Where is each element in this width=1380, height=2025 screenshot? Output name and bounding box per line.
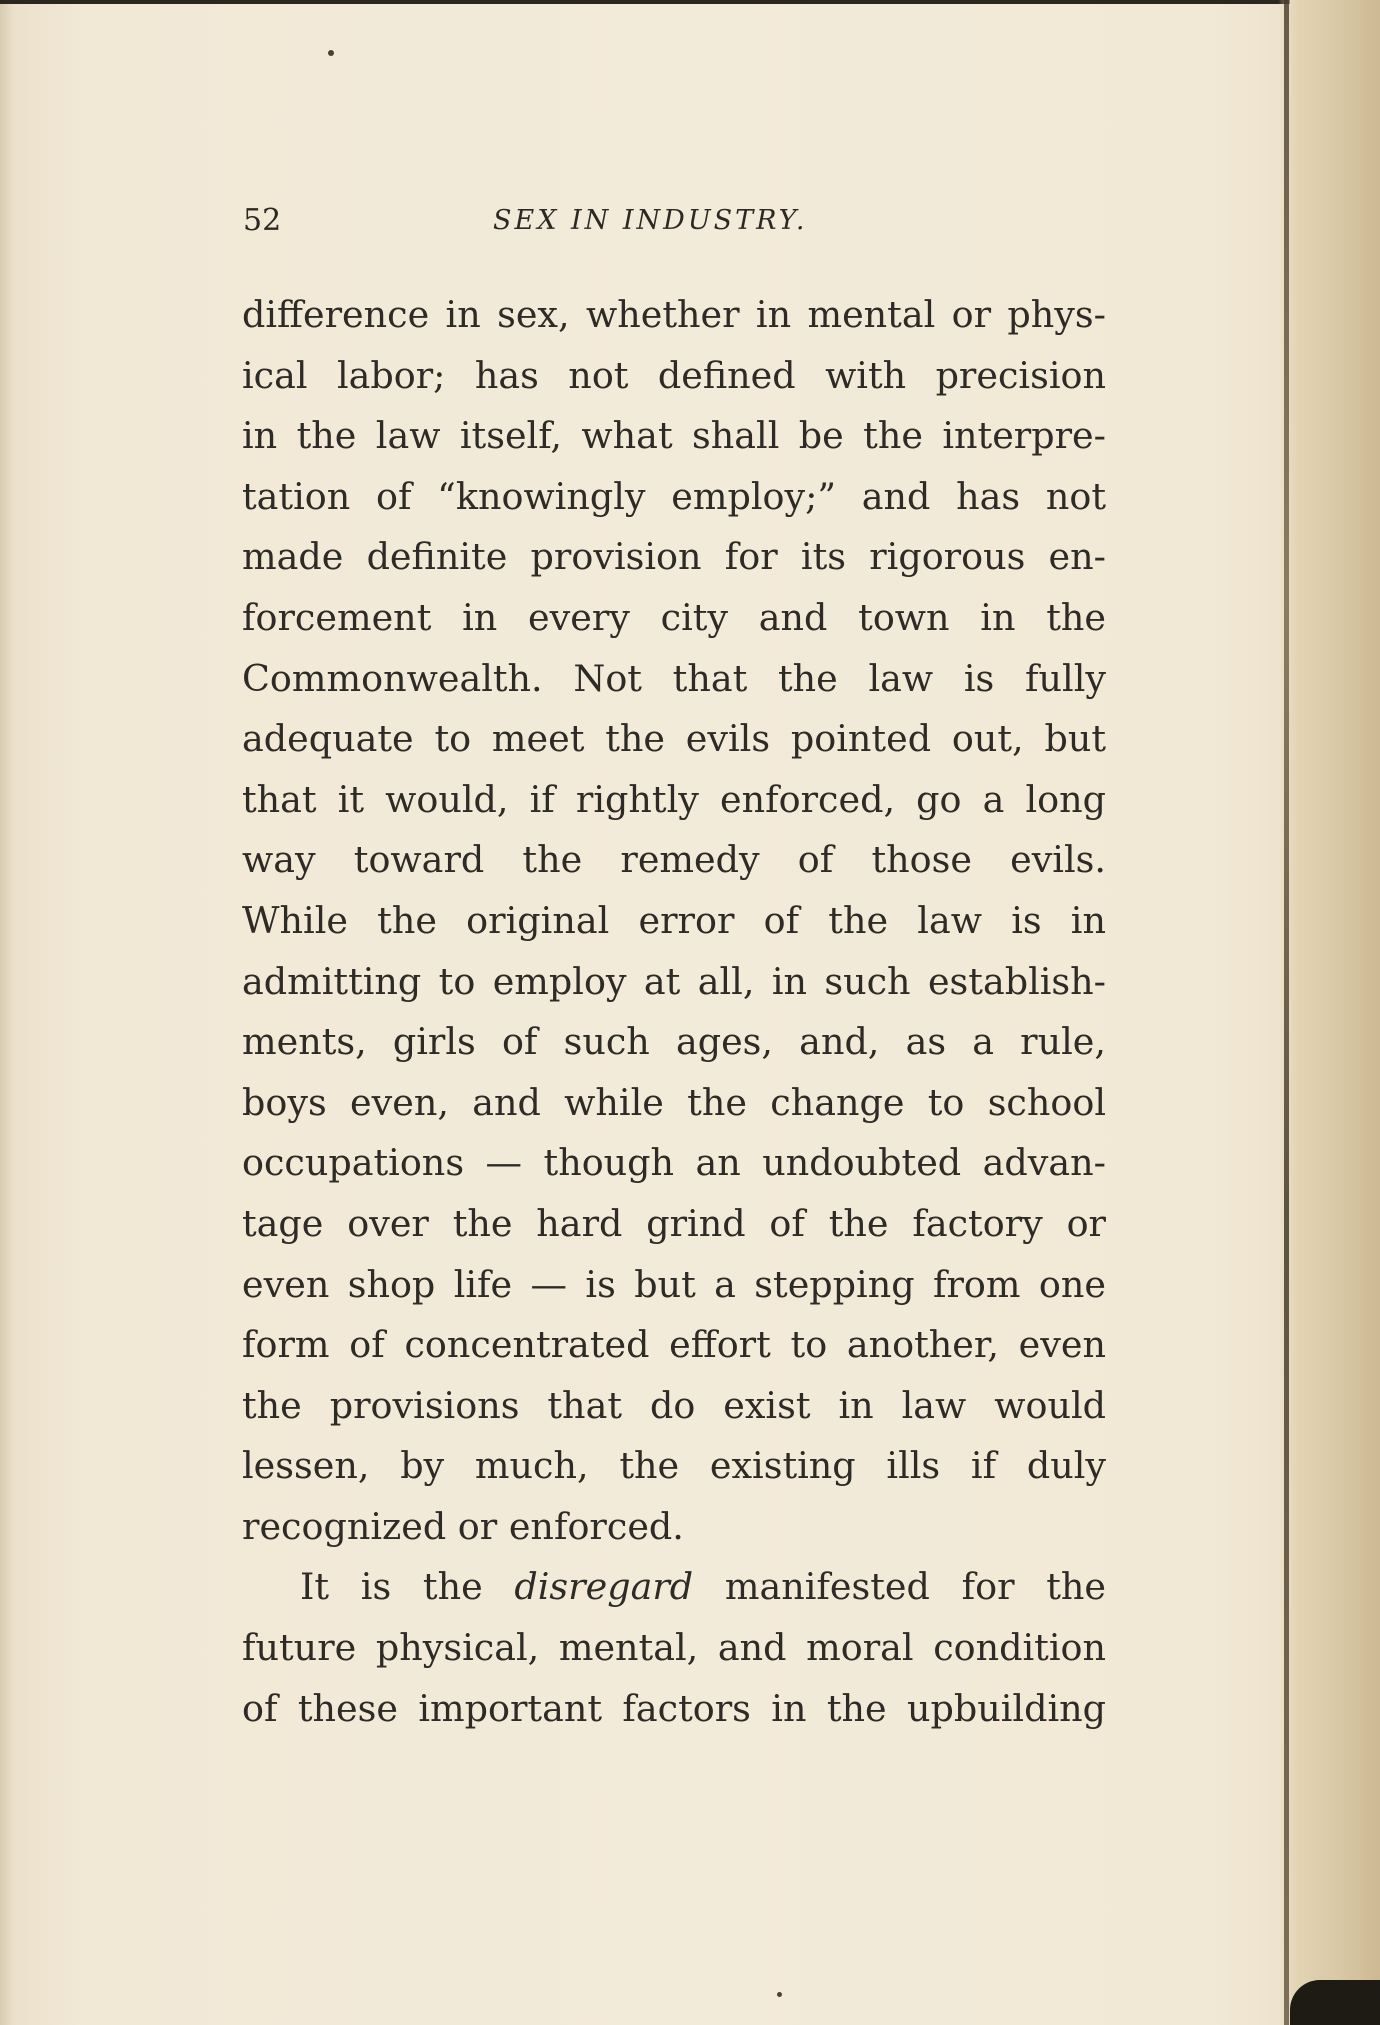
text-line: lessen, by much, the existing ills if duly xyxy=(242,1444,1106,1488)
text-line: in the law itself, what shall be the interpre- xyxy=(242,414,1106,458)
page-header xyxy=(243,198,1103,248)
body-text xyxy=(242,285,1106,1739)
page-number: 52 xyxy=(243,203,282,238)
running-title: SEX IN INDUSTRY. xyxy=(493,205,808,236)
text-line: way toward the remedy of those evils. xyxy=(242,838,1106,882)
page-left-shadow xyxy=(0,0,14,2025)
page-binding-shadow xyxy=(1278,0,1380,2025)
paragraph-last-line: recognized or enforced. xyxy=(242,1504,684,1548)
text-line: While the original error of the law is in xyxy=(242,898,1106,942)
text-line: difference in sex, whether in mental or phys- xyxy=(242,293,1106,336)
text-line: the provisions that do exist in law would xyxy=(242,1383,1106,1427)
text-line: of these important factors in the upbuilding xyxy=(242,1686,1106,1730)
binding-corner xyxy=(1290,1980,1380,2025)
text-line: tation of “knowingly employ;” and has not xyxy=(242,474,1106,518)
ink-speck xyxy=(328,50,334,56)
binding-edge xyxy=(1284,0,1289,2025)
text-line: ical labor; has not defined with precision xyxy=(242,353,1106,397)
text-line: adequate to meet the evils pointed out, but xyxy=(242,717,1106,761)
top-edge-rule xyxy=(0,0,1290,4)
ink-speck xyxy=(777,1992,782,1997)
text-fragment: manifested for the xyxy=(693,1565,1107,1609)
paragraph-first-line xyxy=(242,1557,1106,1618)
italic-emphasis: disregard xyxy=(514,1565,694,1609)
text-fragment: It is the xyxy=(300,1565,515,1609)
text-line: form of concentrated effort to another, even xyxy=(242,1323,1106,1367)
text-line: boys even, and while the change to school xyxy=(242,1080,1106,1124)
text-line: future physical, mental, and moral condition xyxy=(242,1626,1106,1670)
text-line: ments, girls of such ages, and, as a rule, xyxy=(242,1020,1106,1064)
text-line: Commonwealth. Not that the law is fully xyxy=(242,656,1106,700)
text-line: that it would, if rightly enforced, go a long xyxy=(242,777,1106,821)
text-line: made definite provision for its rigorous en- xyxy=(242,535,1106,579)
text-line: forcement in every city and town in the xyxy=(242,595,1106,639)
text-line: tage over the hard grind of the factory or xyxy=(242,1201,1106,1245)
text-line: admitting to employ at all, in such establish- xyxy=(242,959,1106,1003)
text-line: occupations — though an undoubted advan- xyxy=(242,1141,1106,1185)
text-line: even shop life — is but a stepping from one xyxy=(242,1262,1106,1306)
